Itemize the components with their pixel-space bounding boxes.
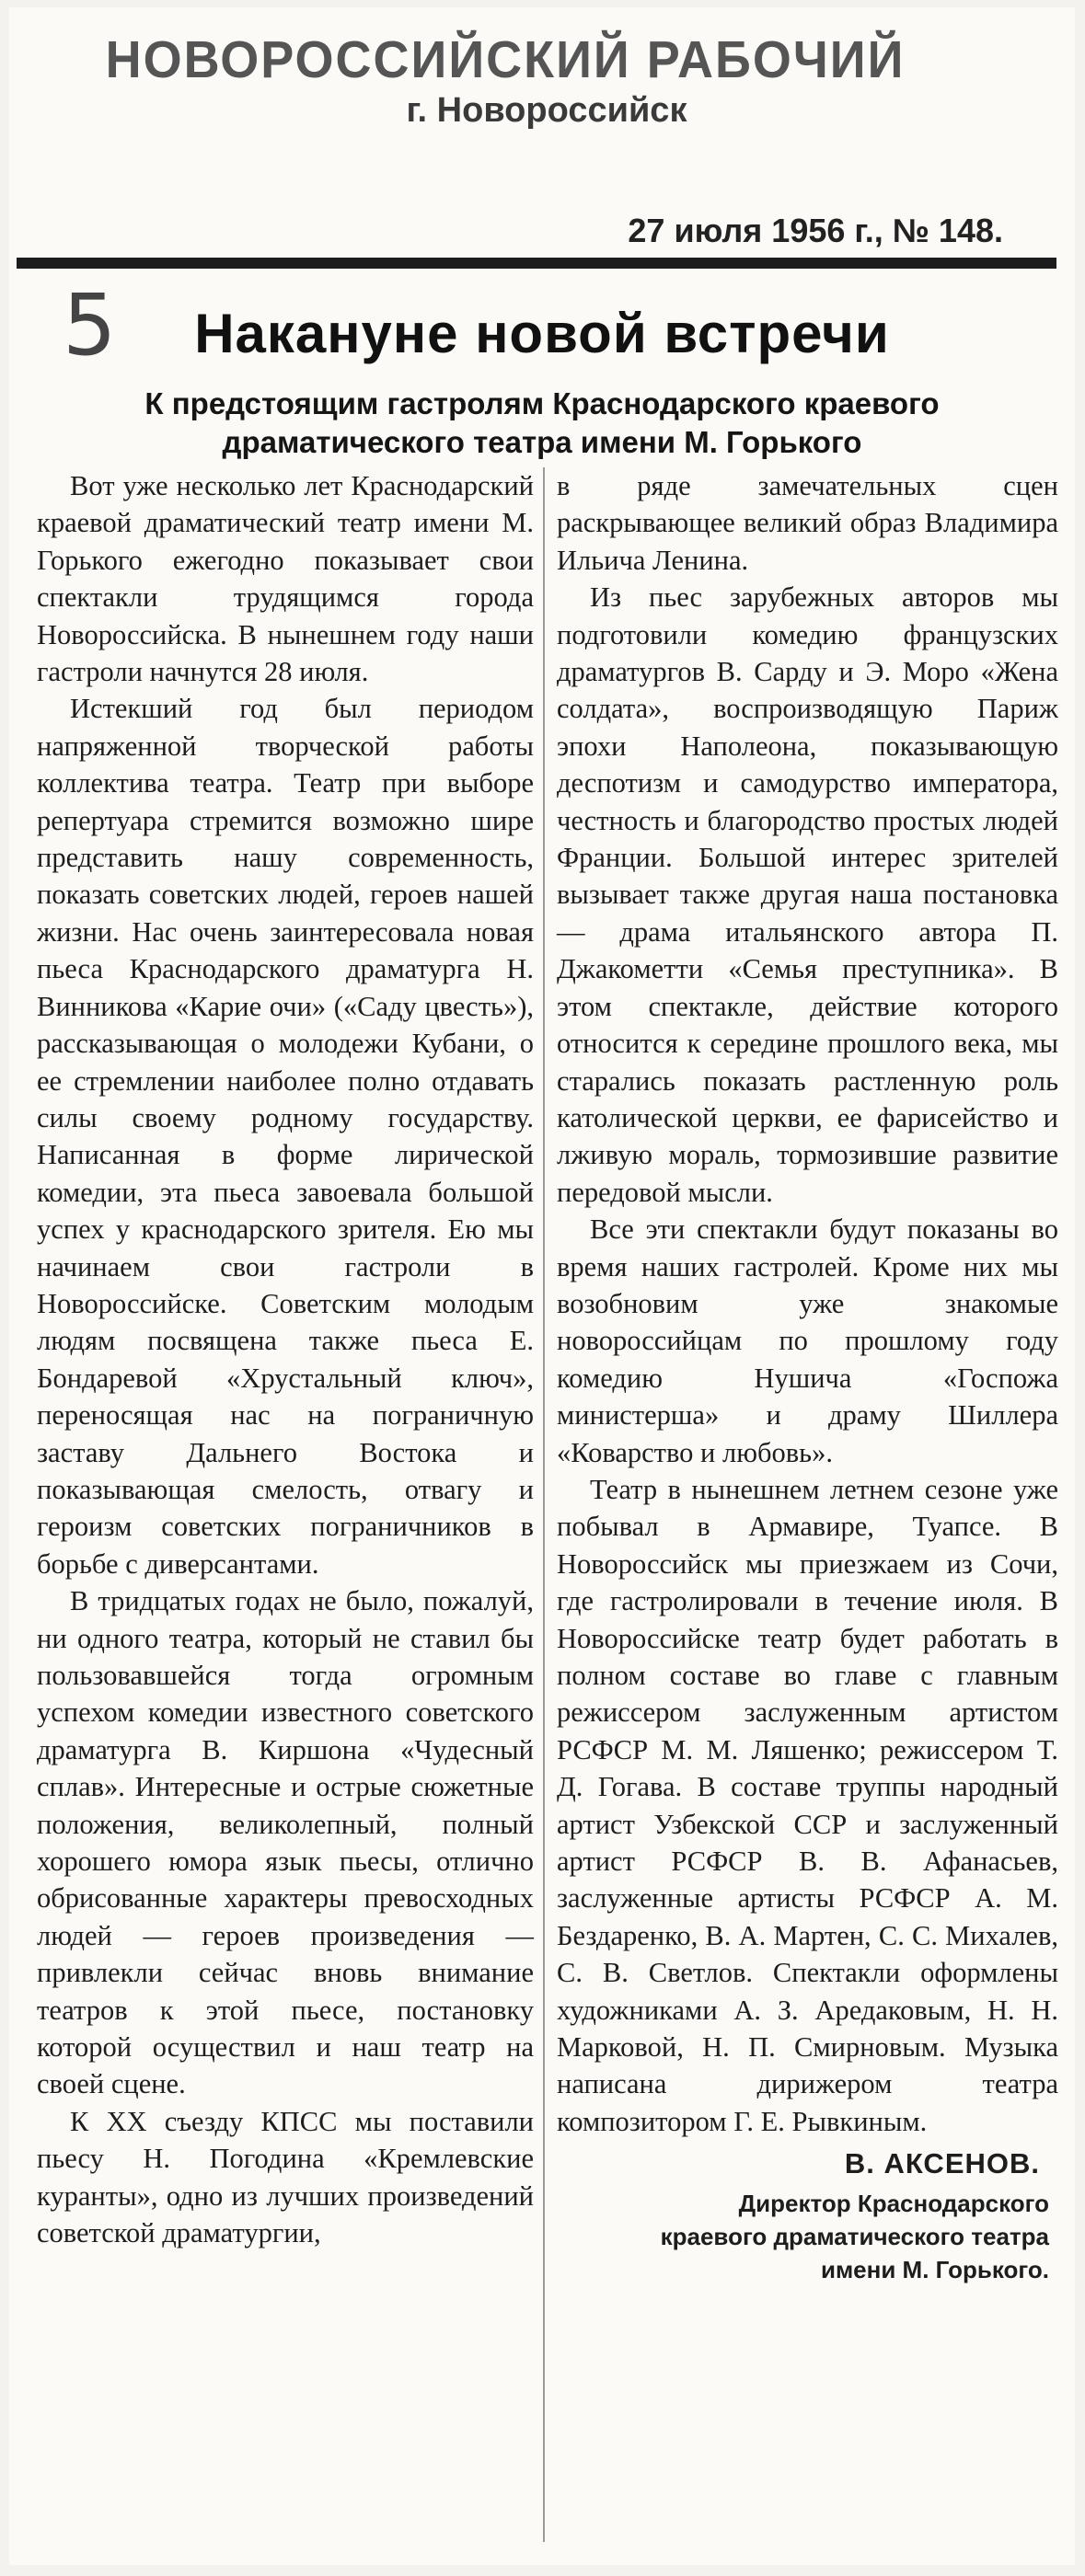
- paragraph: К XX съезду КПСС мы поставили пьесу Н. Погодина «Кремлевские куранты», одно из лучших произведений советской драматургии,: [37, 2105, 534, 2249]
- author-title-line-1: Директор Краснодарского: [738, 2189, 1049, 2217]
- article-column-left: [37, 467, 534, 2252]
- newspaper-name: НОВОРОССИЙСКИЙ РАБОЧИЙ: [105, 30, 906, 89]
- subtitle-line-2: драматического театра имени М. Горького: [222, 425, 862, 459]
- article-subtitle: [9, 385, 1075, 462]
- paragraph: Все эти спектакли будут показаны во время наших гастролей. Кроме них мы возобновим уже знакомые новороссийцам по прошлому году комедию Нушича «Госпожа министерша» и драму Шиллера «Коварство и любовь».: [557, 1213, 1058, 1468]
- header-rule: [17, 258, 1056, 269]
- article-column-right: [557, 467, 1058, 2286]
- paragraph: Из пьес зарубежных авторов мы подготовили комедию французских драматургов В. Сарду и Э. Моро «Жена солдата», воспроизводящую Париж эпохи Наполеона, показывающую деспотизм и самодурство императора, честность и благородство простых людей Франции. Большой интерес зрителей вызывает также другая наша постановка — драма итальянского автора П. Джакометти «Семья преступника». В этом спектакле, действие которого относится к середине прошлого века, мы старались показать растленную роль католической церкви, ее фарисейство и лживую мораль, тормозившие развитие передовой мысли.: [557, 581, 1058, 1208]
- masthead-stamp: [0, 30, 1038, 131]
- author-title: [557, 2187, 1058, 2286]
- paragraph: В тридцатых годах не было, пожалуй, ни одного театра, который не ставил бы пользовавшейся тогда огромным успехом комедии известного советского драматурга В. Киршона «Чудесный сплав». Интересные и острые сюжетные положения, великолепный, полный хорошего юмора язык пьесы, отлично обрисованные характеры превосходных людей — героев произведения — привлекли сейчас вновь внимание театров к этой пьесе, постановку которой осуществил и наш театр на своей сцене.: [37, 1585, 534, 2100]
- author-signature: В. АКСЕНОВ.: [844, 2147, 1040, 2180]
- column-divider: [543, 467, 545, 2542]
- paragraph: Вот уже несколько лет Краснодарский краевой драматический театр имени М. Горького ежегодно показывает свои спектакли трудящимся города Новороссийска. В нынешнем году наши гастроли начнутся 28 июля.: [37, 470, 534, 688]
- author-title-line-3: имени М. Горького.: [820, 2255, 1049, 2283]
- newspaper-clipping: [9, 7, 1075, 2565]
- paragraph: Истекший год был периодом напряженной творческой работы коллектива театра. Театр при выборе репертуара стремится возможно шире представить нашу современность, показать советских людей, героев нашей жизни. Нас очень заинтересовала новая пьеса Краснодарского драматурга Н. Винникова «Карие очи» («Саду цвесть»), рассказывающая о молодежи Кубани, о ее стремлении наиболее полно отдавать силы своему родному государству. Написанная в форме лирической комедии, эта пьеса завоевала большой успех у краснодарского зрителя. Ею мы начинаем свои гастроли в Новороссийске. Советским молодым людям посвящена также пьеса Е. Бондаревой «Хрустальный ключ», переносящая нас на пограничную заставу Дальнего Востока и показывающая смелость, отвагу и героизм советских пограничников в борьбе с диверсантами.: [37, 693, 534, 1580]
- paragraph-continuation: в ряде замечательных сцен раскрывающее великий образ Владимира Ильича Ленина.: [557, 470, 1058, 576]
- issue-date-number: 27 июля 1956 г., № 148.: [628, 212, 1003, 249]
- article-title: Накануне новой встречи: [194, 303, 890, 364]
- subtitle-line-1: К предстоящим гастролям Краснодарского краевого: [144, 386, 940, 420]
- newspaper-city: г. Новороссийск: [406, 91, 687, 131]
- paragraph: Театр в нынешнем летнем сезоне уже побывал в Армавире, Туапсе. В Новороссийск мы приезжаем из Сочи, где гастролировали в течение июля. В Новороссийске театр будет работать в полном составе во главе с главным режиссером заслуженным артистом РСФСР М. М. Ляшенко; режиссером Т. Д. Гогава. В составе труппы народный артист Узбекской ССР и заслуженный артист РСФСР В. В. Афанасьев, заслуженные артисты РСФСР А. М. Бездаренко, В. А. Мартен, С. С. Михалев, С. В. Светлов. Спектакли оформлены художниками А. З. Аредаковым, Н. Н. Марковой, Н. П. Смирновым. Музыка написана дирижером театра композитором Г. Е. Рывкиным.: [557, 1473, 1058, 2137]
- handwritten-page-mark: 5: [63, 276, 117, 374]
- author-title-line-2: краевого драматического театра: [660, 2222, 1049, 2250]
